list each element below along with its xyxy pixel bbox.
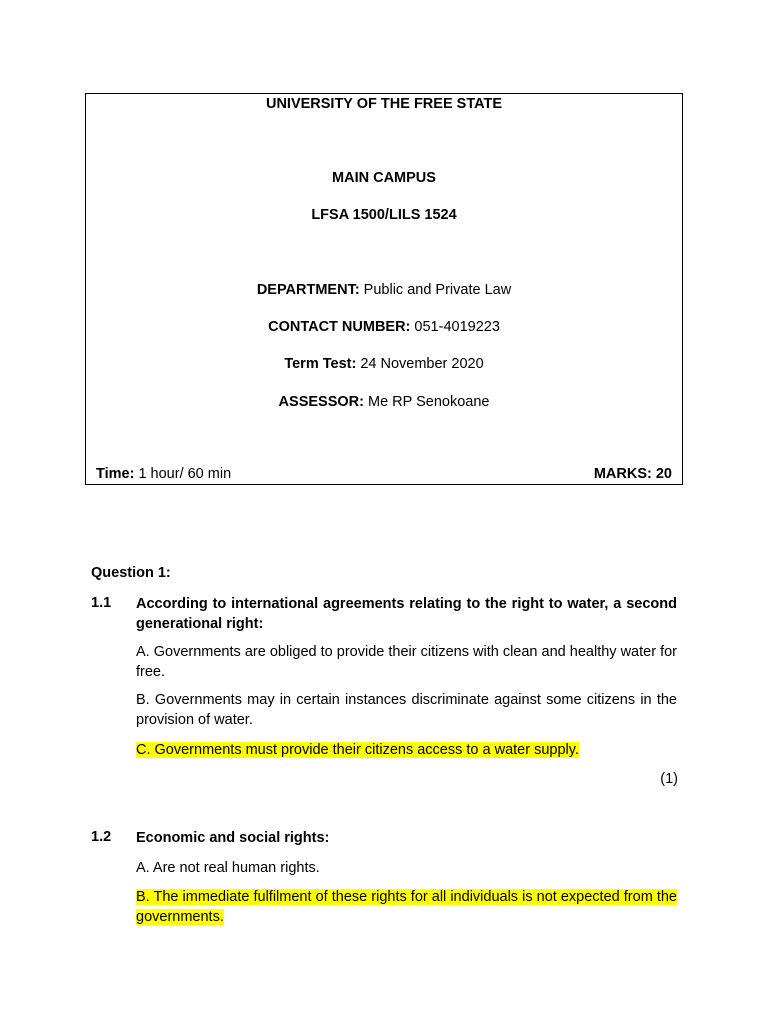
assessor-label: ASSESSOR: (278, 394, 364, 410)
highlighted-answer: C. Governments must provide their citizens access to a water supply. (136, 742, 579, 758)
campus-name: MAIN CAMPUS (332, 170, 436, 186)
option-c-highlighted (136, 740, 677, 760)
term-test-line (86, 356, 682, 372)
department-value: Public and Private Law (359, 282, 512, 298)
question-text: Economic and social rights: (136, 830, 330, 846)
time-line (96, 466, 231, 482)
department-label: DEPARTMENT: (256, 282, 360, 298)
highlighted-answer: B. The immediate fulfilment of these rights for all individuals is not expected from the governments. (136, 889, 677, 925)
assessor-value: Me RP Senokoane (363, 394, 490, 410)
question-text: According to international agreements relating to the right to water, a second generational right: (136, 596, 677, 632)
university-name: UNIVERSITY OF THE FREE STATE (265, 96, 503, 112)
assessor-line (86, 394, 682, 410)
question-number: 1.2 (91, 829, 112, 845)
cover-box (85, 93, 683, 485)
option-a: A. Are not real human rights. (136, 860, 320, 876)
option-b-highlighted (136, 887, 677, 927)
time-value: 1 hour/ 60 min (134, 466, 232, 482)
option-a: A. Governments are obliged to provide their citizens with clean and healthy water for free. (136, 644, 677, 680)
department-line (86, 282, 682, 298)
question-number: 1.1 (91, 595, 112, 611)
term-test-label: Term Test: (284, 356, 357, 372)
module-code: LFSA 1500/LILS 1524 (311, 207, 457, 223)
contact-value: 051-4019223 (410, 319, 500, 335)
contact-line (86, 319, 682, 335)
contact-label: CONTACT NUMBER: (268, 319, 411, 335)
term-test-value: 24 November 2020 (356, 356, 484, 372)
time-label: Time: (96, 466, 135, 482)
question-heading: Question 1: (91, 565, 171, 581)
question-marks: (1) (660, 771, 678, 787)
option-b: B. Governments may in certain instances discriminate against some citizens in the provision of water. (136, 692, 677, 728)
total-marks: MARKS: 20 (593, 466, 672, 482)
